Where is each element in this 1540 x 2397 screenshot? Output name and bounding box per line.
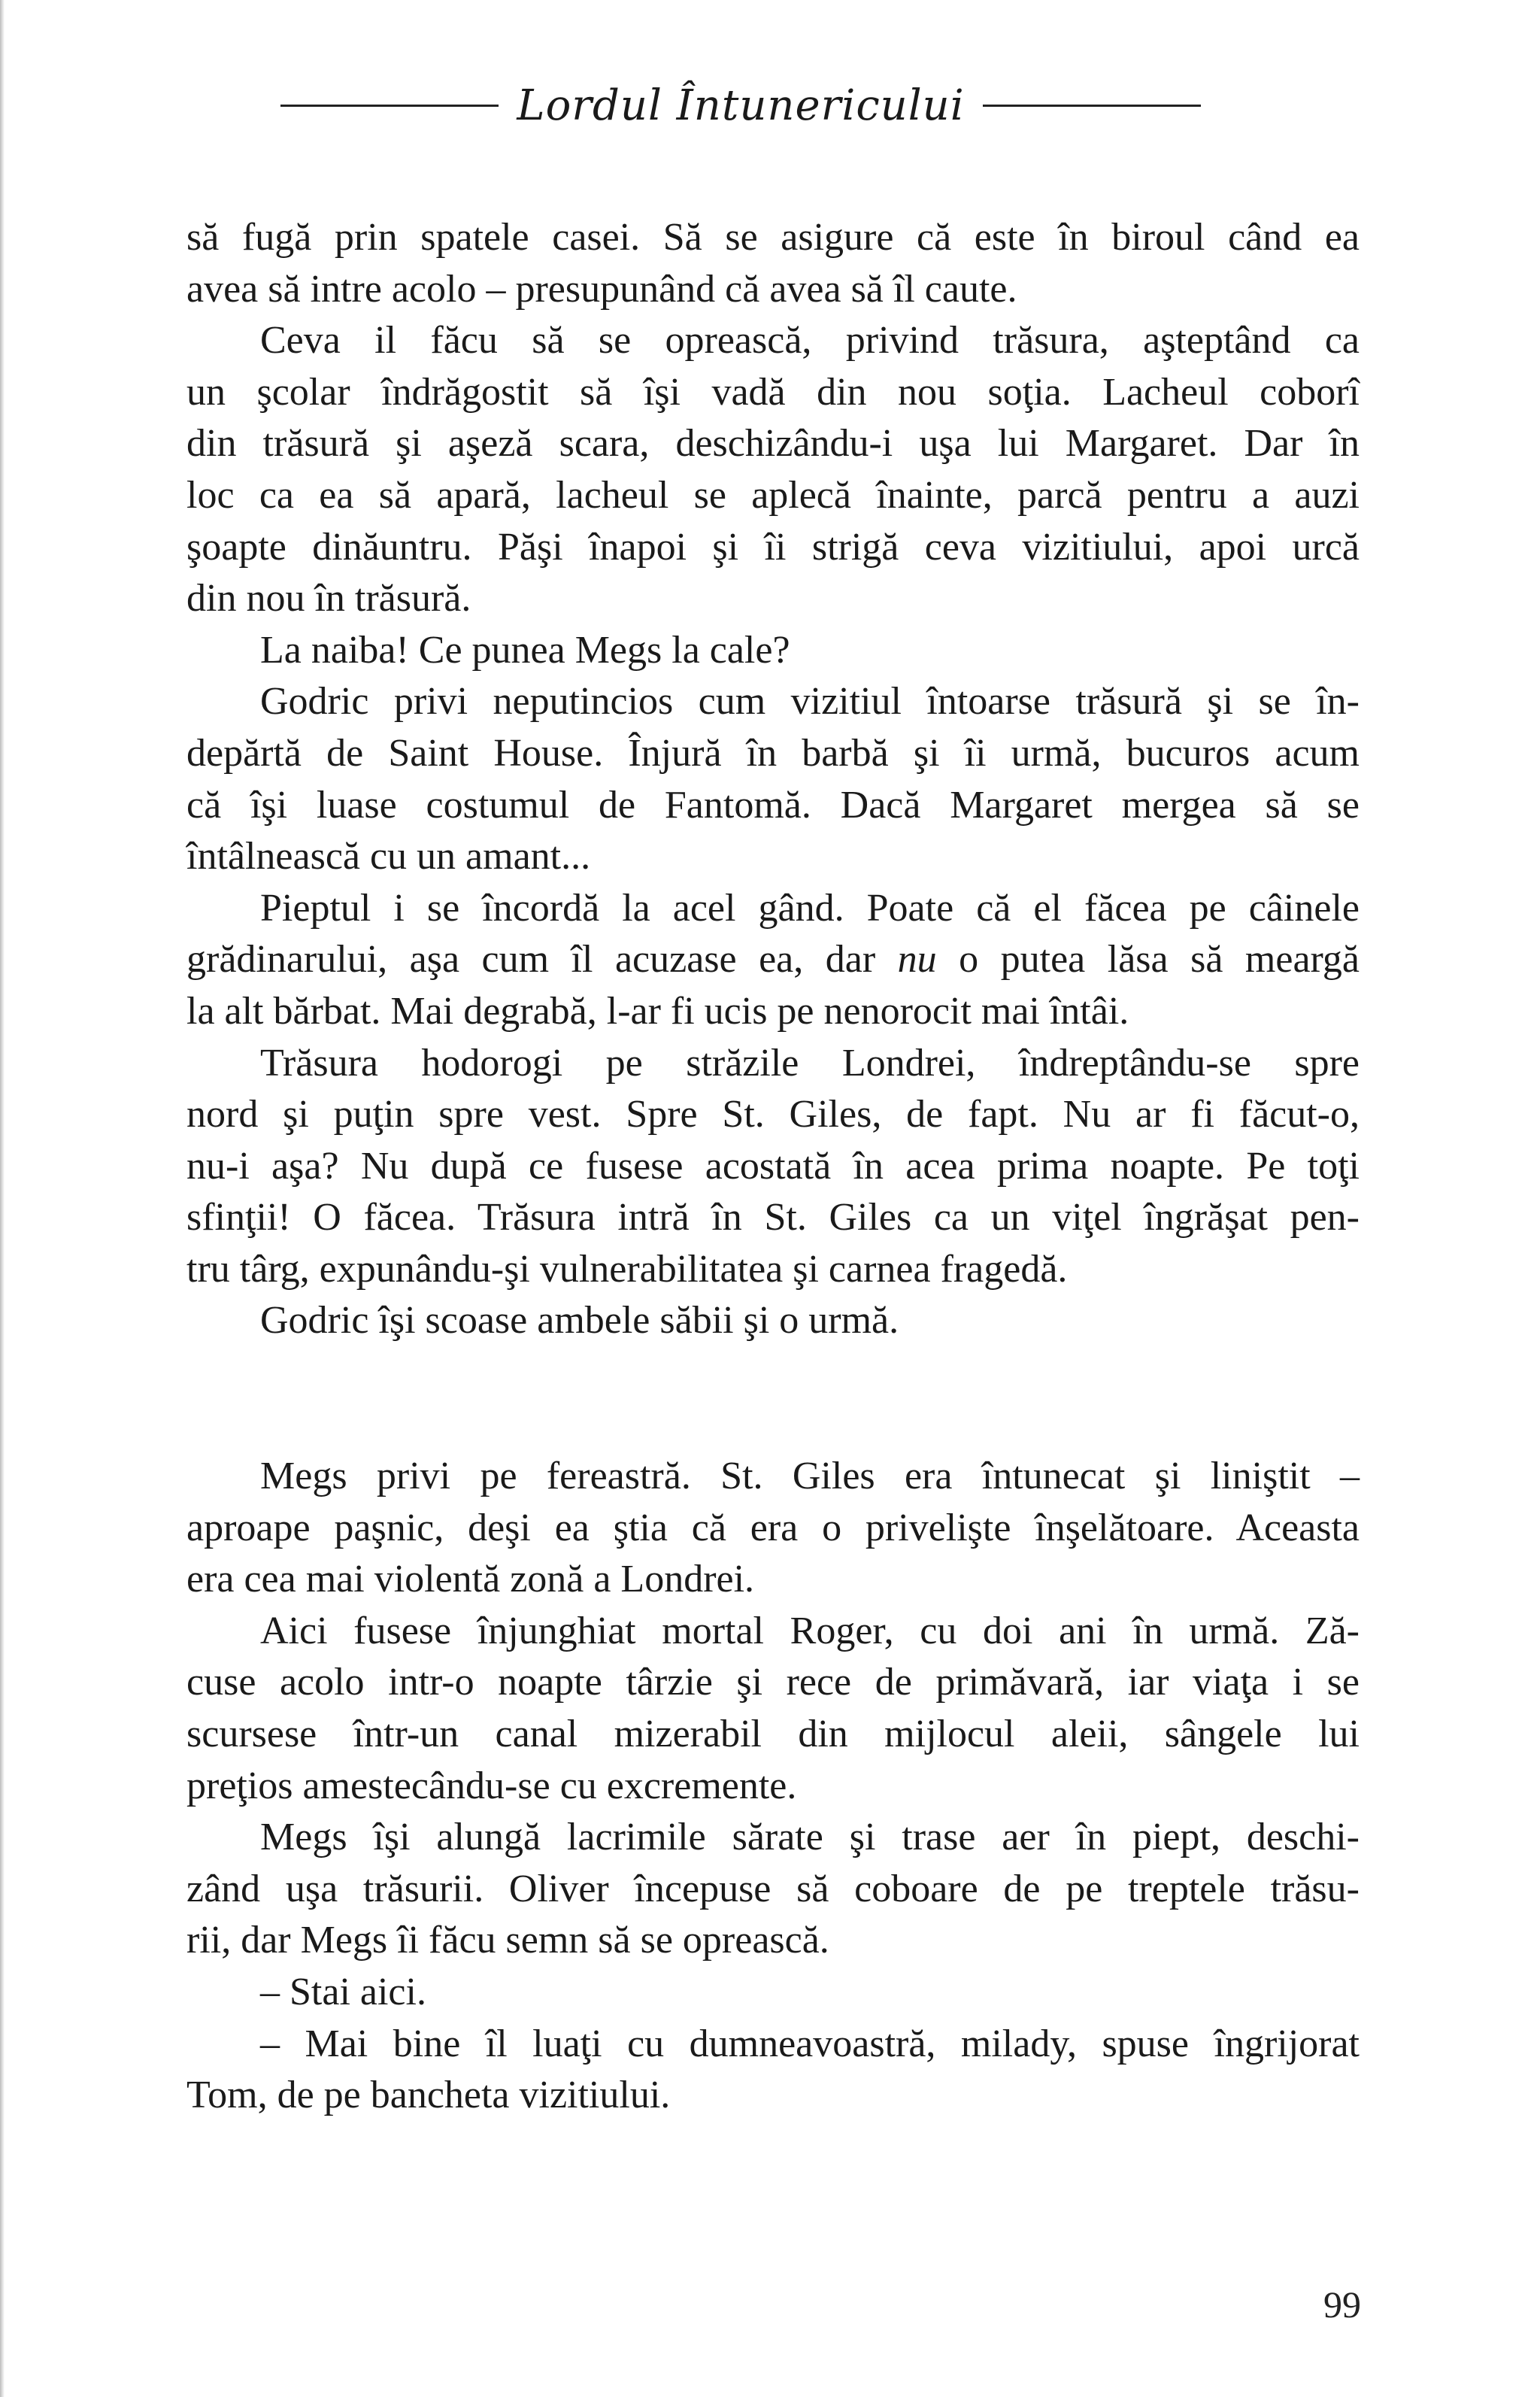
- text-line: la alt bărbat. Mai degrabă, l-ar fi ucis pe nenorocit mai întâi.: [186, 989, 1129, 1033]
- text-line: scursese într-un canal mizerabil din mijlocul aleii, sângele lui: [186, 1713, 1360, 1756]
- text-line: Godric privi neputincios cum vizitiul întoarse trăsură şi se în-: [260, 680, 1360, 724]
- header-rule-left: [280, 105, 499, 107]
- text-line: şoapte dinăuntru. Păşi înapoi şi îi strigă ceva vizitiului, apoi urcă: [186, 525, 1360, 569]
- text-line: Megs îşi alungă lacrimile sărate şi trase aer în piept, deschi-: [260, 1816, 1360, 1859]
- text-line: că îşi luase costumul de Fantomă. Dacă Margaret mergea să se: [186, 783, 1360, 827]
- text-line: loc ca ea să apară, lacheul se aplecă înainte, parcă pentru a auzi: [186, 473, 1360, 517]
- text-line: Pieptul i se încordă la acel gând. Poate că el făcea pe câinele: [260, 886, 1360, 930]
- paragraph: [186, 676, 1360, 882]
- page-binding-shadow: [0, 0, 5, 2397]
- paragraph: [186, 625, 1360, 677]
- text-line: – Mai bine îl luaţi cu dumneavoastră, milady, spuse îngrijorat: [260, 2022, 1360, 2065]
- running-header: [286, 71, 1196, 139]
- text-line: zând uşa trăsurii. Oliver începuse să coboare de pe treptele trăsu-: [186, 1867, 1360, 1910]
- text-line: nord şi puţin spre vest. Spre St. Giles, de fapt. Nu ar fi făcut-o,: [186, 1093, 1360, 1136]
- text-line: La naiba! Ce punea Megs la cale?: [260, 628, 790, 672]
- text-line: nu-i aşa? Nu după ce fusese acostată în acea prima noapte. Pe toţi: [186, 1144, 1360, 1188]
- text-line: Megs privi pe fereastră. St. Giles era întunecat şi liniştit –: [260, 1455, 1360, 1498]
- paragraph: [186, 2019, 1360, 2122]
- paragraph: [186, 1451, 1360, 1606]
- text-line: avea să intre acolo – presupunând că avea să îl caute.: [186, 267, 1017, 311]
- section-break: [186, 1347, 1360, 1451]
- text-line: era cea mai violentă zonă a Londrei.: [186, 1558, 755, 1601]
- header-rule-right: [983, 105, 1201, 107]
- body-text: [186, 212, 1360, 2122]
- text-line: Godric îşi scoase ambele săbii şi o urmă.: [260, 1299, 899, 1343]
- paragraph: [186, 1606, 1360, 1812]
- text-line: sfinţii! O făcea. Trăsura intră în St. Giles ca un viţel îngrăşat pen-: [186, 1196, 1360, 1239]
- page-number: 99: [1323, 2283, 1361, 2326]
- text-line: rii, dar Megs îi făcu semn să se oprească.: [186, 1919, 829, 1962]
- text-line: aproape paşnic, deşi ea ştia că era o privelişte înşelătoare. Aceasta: [186, 1506, 1360, 1549]
- text-line: Trăsura hodorogi pe străzile Londrei, îndreptându-se spre: [260, 1041, 1360, 1085]
- text-line: Tom, de pe bancheta vizitiului.: [186, 2074, 671, 2117]
- paragraph: [186, 212, 1360, 315]
- text-line: – Stai aici.: [260, 1971, 426, 2013]
- emphasis: nu: [897, 938, 937, 982]
- text-line: din trăsură şi aşeză scara, deschizându-i uşa lui Margaret. Dar în: [186, 422, 1360, 466]
- text-line: să fugă prin spatele casei. Să se asigure că este în biroul când ea: [186, 216, 1360, 259]
- paragraph: [186, 315, 1360, 625]
- text-line: un şcolar îndrăgostit să îşi vadă din nou soţia. Lacheul coborî: [186, 370, 1360, 414]
- text-line: tru târg, expunându-şi vulnerabilitatea şi carnea fragedă.: [186, 1247, 1068, 1291]
- text-line: Aici fusese înjunghiat mortal Roger, cu doi ani în urmă. Ză-: [260, 1609, 1360, 1652]
- running-title: Lordul Întunericului: [517, 80, 965, 130]
- paragraph: [186, 1038, 1360, 1296]
- text-line: întâlnească cu un amant...: [186, 835, 591, 878]
- paragraph: [186, 1295, 1360, 1347]
- text-line: grădinarului, aşa cum îl acuzase ea, dar nu o putea lăsa să meargă: [186, 938, 1360, 982]
- text-line: Ceva il făcu să se oprească, privind trăsura, aşteptând ca: [260, 319, 1360, 363]
- text-line: depărtă de Saint House. Înjură în barbă şi îi urmă, bucuros acum: [186, 731, 1360, 775]
- paragraph: [186, 1812, 1360, 1967]
- paragraph: [186, 883, 1360, 1038]
- text-line: cuse acolo intr-o noapte târzie şi rece de primăvară, iar viaţa i se: [186, 1661, 1360, 1704]
- text-line: preţios amestecându-se cu excremente.: [186, 1764, 797, 1807]
- text-line: din nou în trăsură.: [186, 577, 471, 620]
- paragraph: [186, 1967, 1360, 2019]
